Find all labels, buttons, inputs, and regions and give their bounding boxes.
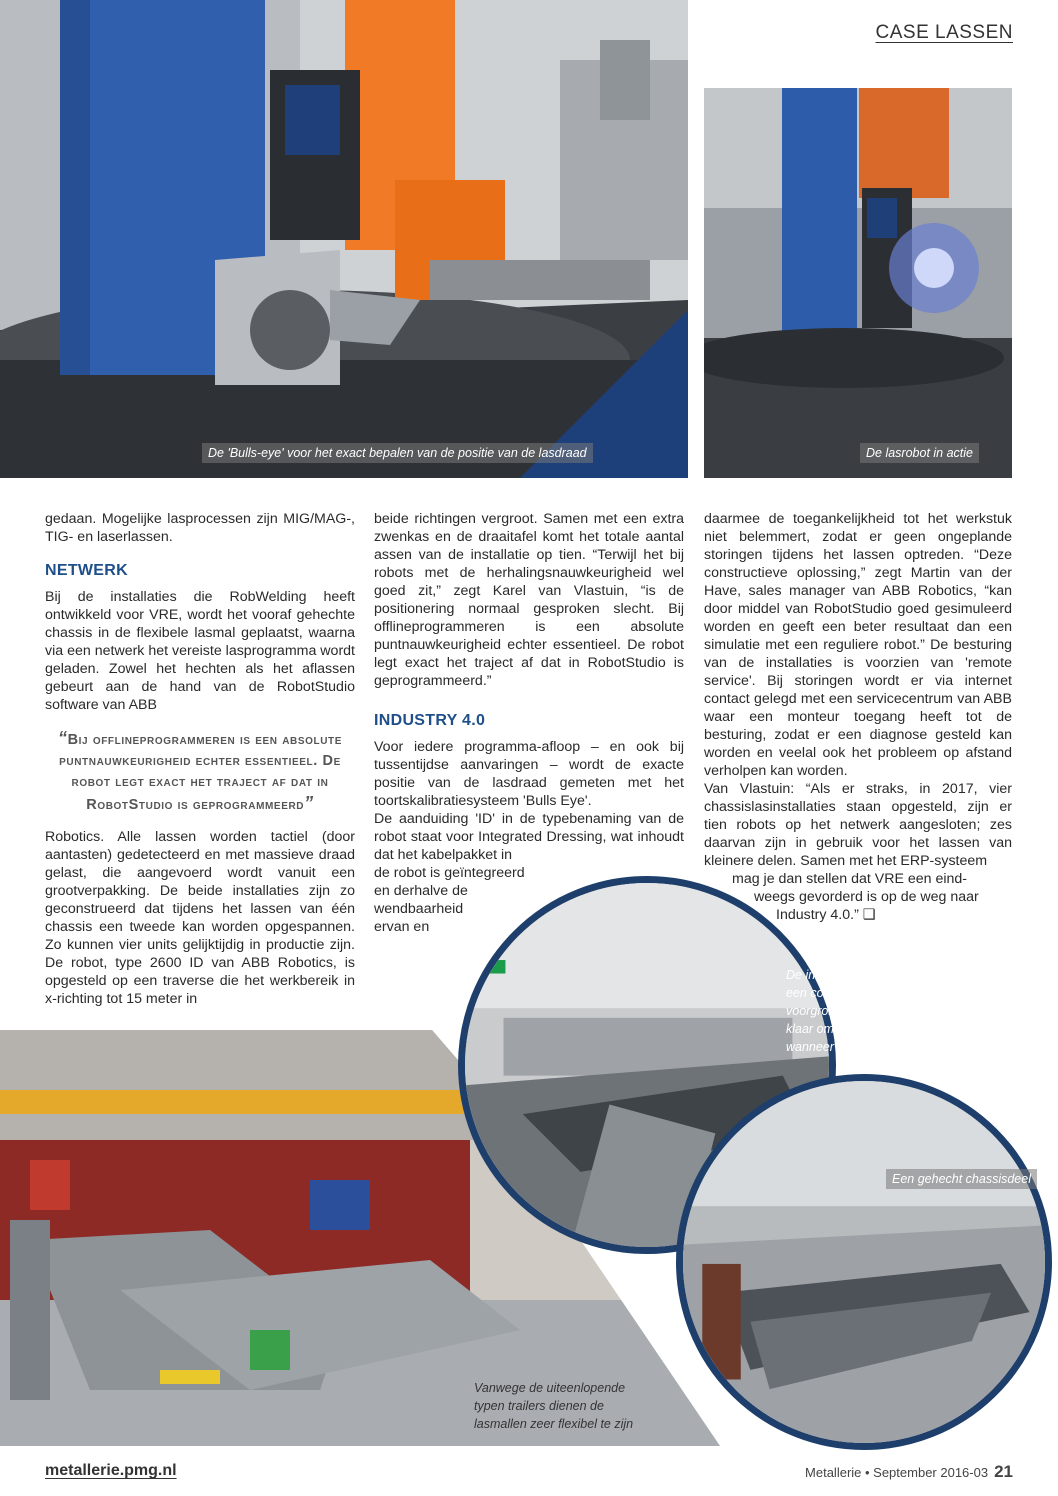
col3-para1: daarmee de toegankelijkheid tot het werkstuk niet belemmert, zodat er geen ongeplande storingen tijdens het lassen optreden. “Deze constructieve oplossing,” zegt Martin van der Have, sales manager van ABB Robotics, “kan door middel van RobotStudio goed gesimuleerd worden en geeft een beter resultaat dan een simulatie met een reguliere robot.” De besturing van de installaties is voorzien van 'remote service'. Bij storingen wordt er via internet contact gelegd met een servicecentrum van ABB waar een monteur toegang heeft tot de besturing, zodat er een diagnose gesteld kan worden en veelal ook het probleem op afstand verholpen kan worden. — [704, 511, 1012, 779]
footer-website[interactable]: metallerie.pmg.nl — [45, 1462, 177, 1479]
caption-welding-jigs: Vanwege de uiteenlopende typen trailers dienen de lasmallen zeer flexibel te zijn — [474, 1381, 634, 1431]
heading-netwerk: NETWERK — [45, 562, 128, 579]
issue-label: Metallerie • September 2016-03 — [805, 1465, 989, 1480]
page-number: 21 — [994, 1462, 1013, 1481]
section-label: CASE LASSEN — [875, 22, 1013, 43]
col3-para2: Van Vlastuin: “Als er straks, in 2017, vier chassislasinstallaties staan opgesteld, zijn er tien robots op het netwerk aangesloten; zes daarvan zijn in gebruik voor het lassen van kleinere delen. Samen met het ERP-systeem — [704, 781, 1012, 869]
col2-para3d: wendbaarheid — [374, 901, 464, 917]
photo-bulls-eye — [0, 0, 688, 478]
col2-para3c: en derhalve de — [374, 883, 468, 899]
col2-para3b: de robot is geïntegreerd — [374, 865, 525, 881]
column-2 — [374, 510, 684, 936]
col2-para3a: De aanduiding 'ID' in de typebenaming van de robot staat voor Integrated Dressing, wat inhoudt dat het kabelpakket in — [374, 811, 684, 863]
col3-para2d: Industry 4.0.” ❑ — [776, 907, 876, 923]
caption-welding-robot: De lasrobot in actie — [860, 443, 979, 463]
pull-quote — [45, 728, 355, 816]
photo-circle-tacked-chassis — [676, 1074, 1052, 1450]
caption-bulls-eye: De 'Bulls-eye' voor het exact bepalen van de positie van de lasdraad — [202, 443, 593, 463]
column-1 — [45, 510, 355, 1008]
pull-quote-text: Bij offlineprogrammeren is een absolute puntnauwkeurigheid echter essentieel. De robot legt exact het traject af dat in RobotStudio is geprogrammeerd — [59, 732, 343, 813]
column-3 — [704, 510, 1012, 924]
heading-industry: INDUSTRY 4.0 — [374, 712, 486, 729]
col2-para2: Voor iedere programma-afloop – en ook bij tussentijdse aanvaringen – wordt de exacte positie van de lasdraad gemeten met het toortskalibratiesysteem 'Bulls Eye'. — [374, 739, 684, 809]
caption-tacked-chassis: Een gehecht chassisdeel — [886, 1169, 1037, 1189]
col2-para3e: ervan en — [374, 919, 430, 935]
col3-para2b: mag je dan stellen dat VRE een eind- — [732, 871, 968, 887]
col1-para2: Robotics. Alle lassen worden tactiel (door aantasten) gedetecteerd en met massieve draad gelast, die aangevoerd wordt vanuit een grootverpakking. De beide installaties zijn zo geconstrueerd dat tijdens het lassen van één chassis een tweede kan worden opgespannen. Zo kunnen vier units gelijktijdig in productie zijn. De robot, type 2600 ID van ABB Robotics, is opgesteld op een traverse die het werkbereik in x-richting tot 15 meter in — [45, 829, 355, 1007]
photo-welding-robot — [704, 88, 1012, 478]
col3-para2c: weegs gevorderd is op de weg naar — [754, 889, 979, 905]
col1-intro: gedaan. Mogelijke lasprocessen zijn MIG/MAG-, TIG- en laserlassen. — [45, 511, 355, 545]
col1-para1: Bij de installaties die RobWelding heeft ontwikkeld voor VRE, wordt het vooraf gehechte chassis in de flexibele lasmal geplaatst, waarna via een netwerk het vereiste lasprogramma wordt geladen. Zowel het hechten als het aflassen gebeurt aan de hand van de RobotStudio software van ABB — [45, 589, 355, 713]
quote-open-mark: “ — [57, 728, 68, 748]
footer-issue — [805, 1462, 1013, 1482]
col2-para1: beide richtingen vergroot. Samen met een extra zwenkas en de draaitafel komt het totale aantal assen van de installatie op tien. “Terwijl het bij robots met de herhalingsnauwkeurigheid wel goed zit,” zegt Karel van Vlastuin, “is de positionering normaal gesproken slecht. Bij offlineprogrammeren is een absolute puntnauwkeurigheid echter essentieel. De robot legt exact het traject af dat in RobotStudio is geprogrammeerd.” — [374, 511, 684, 689]
quote-close-mark: ” — [304, 793, 314, 813]
caption-chassis-installation: De installatie voor het aflassen van een compleet chassis. Op de voorgrond staat een tweede chassis klaar om te worden opgespannen wanneer het eerste gereed is — [786, 968, 987, 1054]
